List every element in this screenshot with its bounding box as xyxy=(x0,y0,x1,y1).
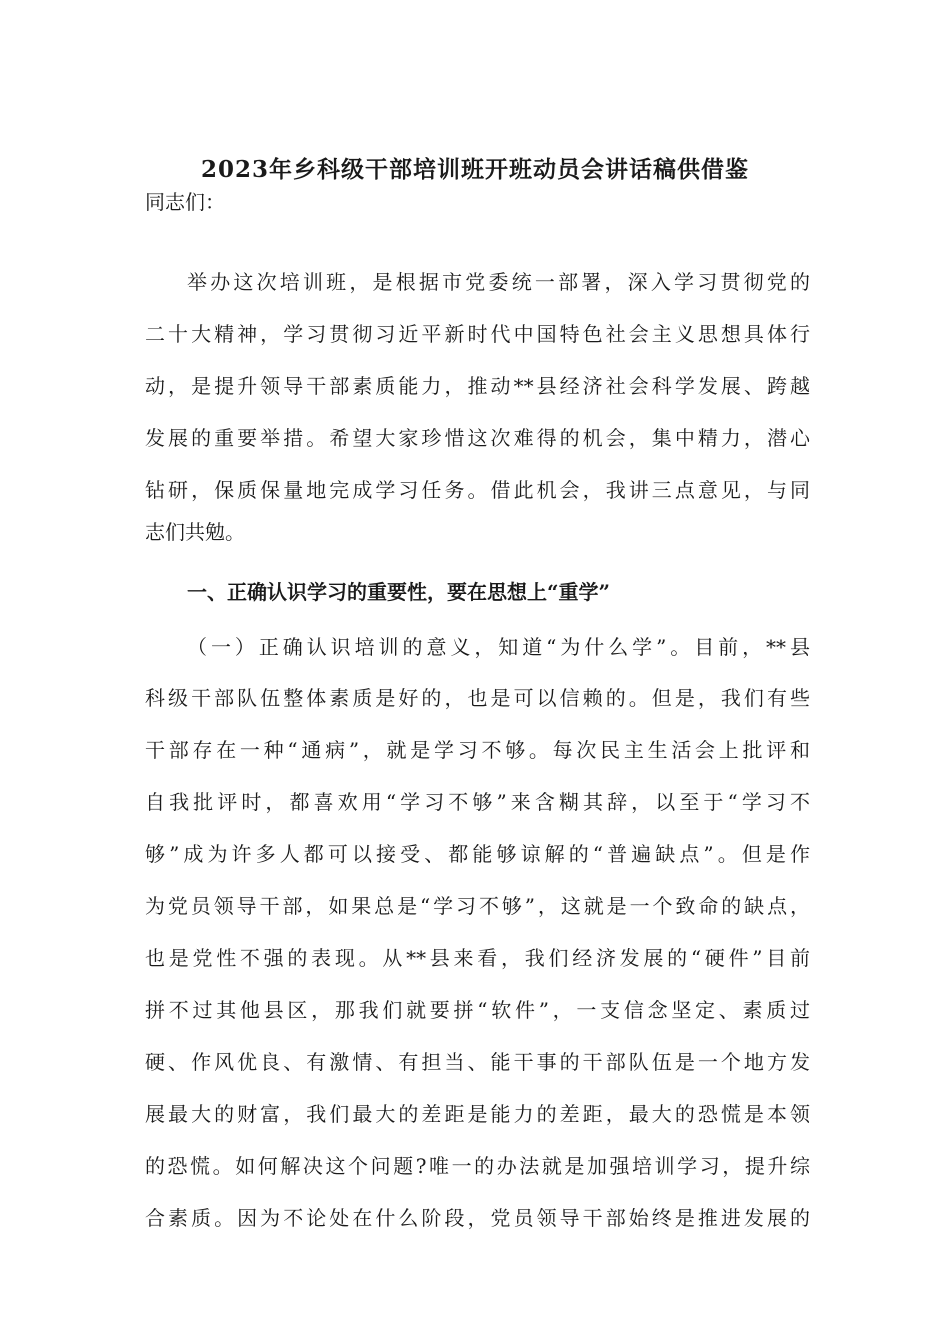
paragraph-line: 志们共勉。 xyxy=(145,520,245,544)
paragraph-line: 够”成为许多人都可以接受、都能够谅解的“普遍缺点”。但是作 xyxy=(145,842,810,866)
paragraph-line: 的恐慌。如何解决这个问题?唯一的办法就是加强培训学习，提升综 xyxy=(145,1154,810,1178)
paragraph-line: 为党员领导干部，如果总是“学习不够”，这就是一个致命的缺点， xyxy=(145,894,810,918)
paragraph-line: 钻研，保质保量地完成学习任务。借此机会，我讲三点意见，与同 xyxy=(145,478,810,502)
salutation: 同志们： xyxy=(145,190,225,214)
paragraph-line: 科级干部队伍整体素质是好的，也是可以信赖的。但是，我们有些 xyxy=(145,686,810,710)
paragraph-line: 干部存在一种“通病”，就是学习不够。每次民主生活会上批评和 xyxy=(145,738,810,762)
paragraph-line: 硬、作风优良、有激情、有担当、能干事的干部队伍是一个地方发 xyxy=(145,1050,810,1074)
section-heading: 一、正确认识学习的重要性，要在思想上“重学” xyxy=(187,580,611,604)
paragraph-line: 拼不过其他县区，那我们就要拼“软件”，一支信念坚定、素质过 xyxy=(145,998,810,1022)
paragraph-line: 发展的重要举措。希望大家珍惜这次难得的机会，集中精力，潜心 xyxy=(145,426,810,450)
paragraph-line: 动，是提升领导干部素质能力，推动**县经济社会科学发展、跨越 xyxy=(145,374,810,398)
paragraph-line: （一）正确认识培训的意义，知道“为什么学”。目前，**县 xyxy=(187,635,810,659)
paragraph-line: 自我批评时，都喜欢用“学习不够”来含糊其辞，以至于“学习不 xyxy=(145,790,810,814)
document-title: 2023年乡科级干部培训班开班动员会讲话稿供借鉴 xyxy=(200,156,749,183)
paragraph-line: 也是党性不强的表现。从**县来看，我们经济发展的“硬件”目前 xyxy=(145,946,810,970)
paragraph-line: 展最大的财富，我们最大的差距是能力的差距，最大的恐慌是本领 xyxy=(145,1102,810,1126)
paragraph-line: 举办这次培训班，是根据市党委统一部署，深入学习贯彻党的 xyxy=(187,270,810,294)
paragraph-line: 合素质。因为不论处在什么阶段，党员领导干部始终是推进发展的 xyxy=(145,1206,810,1230)
paragraph-line: 二十大精神，学习贯彻习近平新时代中国特色社会主义思想具体行 xyxy=(145,322,810,346)
